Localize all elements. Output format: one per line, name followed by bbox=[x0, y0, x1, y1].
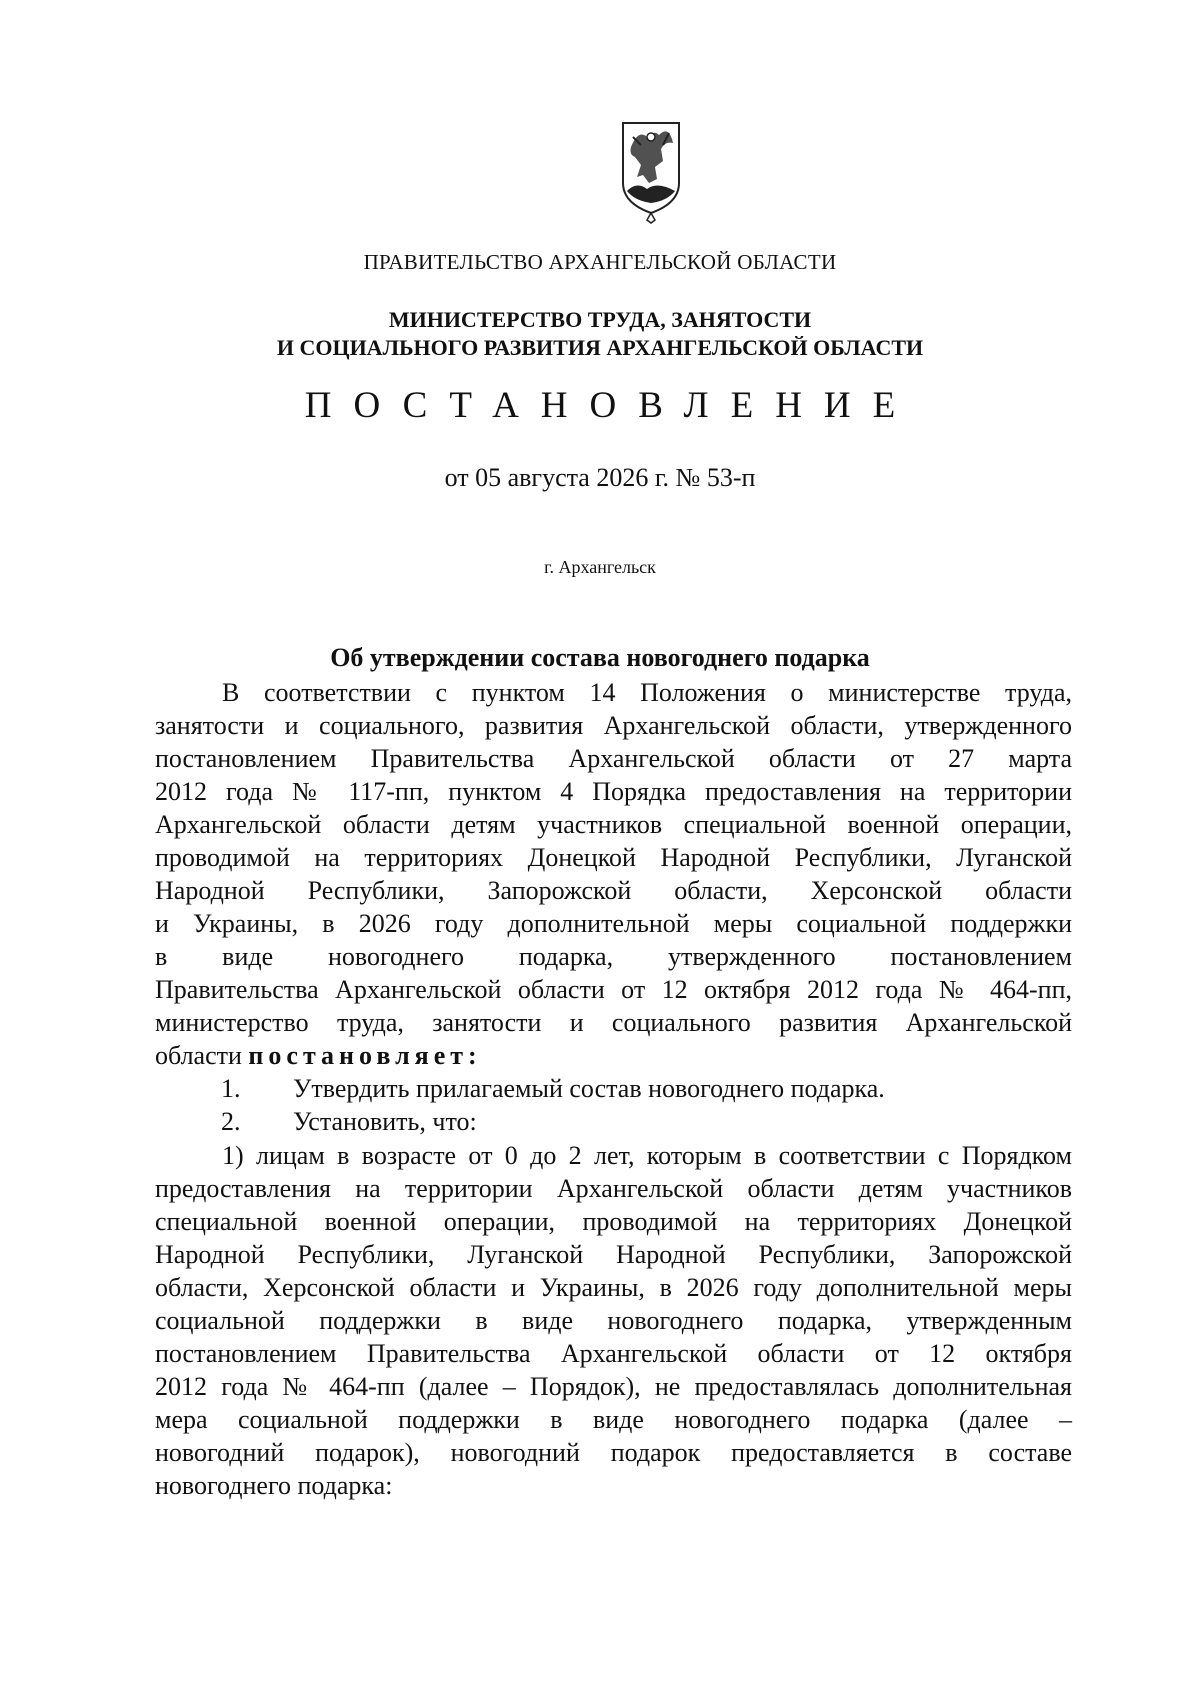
subitem-line: мера социальной поддержки в виде новогоднего подарка (далее – bbox=[155, 1405, 1072, 1434]
document-type: ПОСТАНОВЛЕНИЕ bbox=[304, 385, 918, 426]
preamble-last-line bbox=[155, 1040, 1072, 1072]
preamble-line: В соответствии с пунктом 14 Положения о министерстве труда, bbox=[222, 678, 1072, 707]
preamble-line: 2012 года № 117-пп, пунктом 4 Порядка предоставления на территории bbox=[155, 777, 1072, 806]
document-title: Об утверждении состава новогоднего подарка bbox=[330, 643, 870, 672]
preamble-line: Народной Республики, Запорожской области, Херсонской области bbox=[155, 876, 1072, 905]
subitem-line: социальной поддержки в виде новогоднего подарка, утвержденным bbox=[155, 1306, 1072, 1335]
preamble-line: в виде новогоднего подарка, утвержденного постановлением bbox=[155, 942, 1072, 971]
preamble-last-prefix: области bbox=[155, 1041, 249, 1070]
preamble-line: Архангельской области детям участников специальной военной операции, bbox=[155, 810, 1072, 839]
preamble-line: постановлением Правительства Архангельской области от 27 марта bbox=[155, 744, 1072, 773]
subitem-line: новогодний подарок), новогодний подарок предоставляется в составе bbox=[155, 1438, 1072, 1467]
preamble-line: занятости и социального, развития Архангельской области, утвержденного bbox=[155, 711, 1072, 740]
preamble-line: проводимой на территориях Донецкой Народной Республики, Луганской bbox=[155, 843, 1072, 872]
ministry-name-line-2: И СОЦИАЛЬНОГО РАЗВИТИЯ АРХАНГЕЛЬСКОЙ ОБЛАСТИ bbox=[276, 335, 924, 360]
subitem-line: 2012 года № 464-пп (далее – Порядок), не предоставлялась дополнительная bbox=[155, 1372, 1072, 1401]
subitem-line: предоставления на территории Архангельской области детям участников bbox=[155, 1174, 1072, 1203]
subitem-line: специальной военной операции, проводимой на территориях Донецкой bbox=[155, 1207, 1072, 1236]
subitem-line: постановлением Правительства Архангельской области от 12 октября bbox=[155, 1339, 1072, 1368]
ministry-name-line-1: МИНИСТЕРСТВО ТРУДА, ЗАНЯТОСТИ bbox=[388, 307, 812, 332]
subitem-line: новогоднего подарка: bbox=[155, 1471, 393, 1500]
subitem-line: области, Херсонской области и Украины, в 2026 году дополнительной меры bbox=[155, 1273, 1072, 1302]
document-date-number: от 05 августа 2026 г. № 53-п bbox=[444, 463, 756, 492]
subitem-line: Народной Республики, Луганской Народной Республики, Запорожской bbox=[155, 1240, 1072, 1269]
item-number: 1. bbox=[221, 1074, 241, 1103]
preamble-line: и Украины, в 2026 году дополнительной меры социальной поддержки bbox=[155, 909, 1072, 938]
coat-of-arms-emblem bbox=[619, 117, 683, 224]
item-text: Установить, что: bbox=[293, 1107, 477, 1136]
preamble-line: министерство труда, занятости и социального развития Архангельской bbox=[155, 1008, 1072, 1037]
government-name: ПРАВИТЕЛЬСТВО АРХАНГЕЛЬСКОЙ ОБЛАСТИ bbox=[363, 250, 837, 274]
item-text: Утвердить прилагаемый состав новогоднего подарка. bbox=[293, 1074, 885, 1103]
decree-word: постановляет: bbox=[248, 1041, 482, 1070]
preamble-line: Правительства Архангельской области от 12 октября 2012 года № 464-пп, bbox=[155, 975, 1072, 1004]
item-number: 2. bbox=[221, 1107, 241, 1136]
document-city: г. Архангельск bbox=[544, 557, 656, 577]
subitem-line: 1) лицам в возрасте от 0 до 2 лет, которым в соответствии с Порядком bbox=[222, 1141, 1072, 1170]
